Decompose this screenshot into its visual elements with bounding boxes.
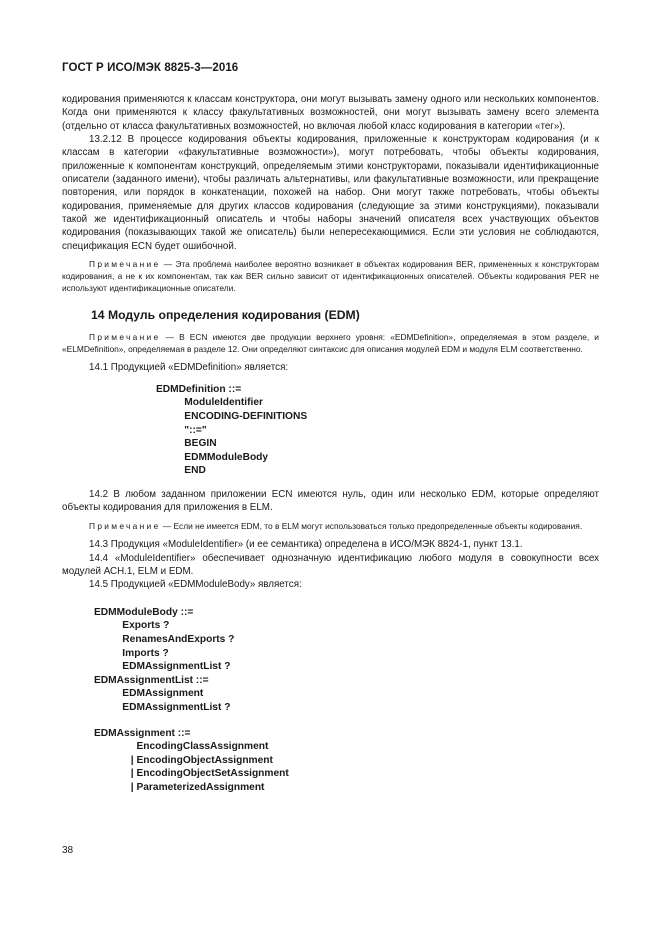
code-edm-module-body: EDMModuleBody ::= Exports ? RenamesAndExports ? Imports ? EDMAssignmentList ? EDMAssignmentList ::= EDMAssignment EDMAssignmentList ? bbox=[94, 606, 235, 713]
page-body bbox=[62, 93, 599, 795]
code-edm-definition: EDMDefinition ::= ModuleIdentifier ENCODING-DEFINITIONS "::=" BEGIN EDMModuleBody END bbox=[156, 383, 308, 477]
paragraph-13-2-12: 13.2.12 В процессе кодирования объекты кодирования, приложенные к конструкторам кодирования (и к классам в категории «факультативные возможности»), могут потребовать, чтобы объекты кодирования, приложенные к компонентам конструкций, определяемым этими конструкторами, показывали идентификационные описатели (заданного имени), чтобы различать альтернативы, или факультативные возможности, или прекращение повторения, или порядок в конкатенации, похожей на набор. Они могут также потребовать, чтобы объекты кодирования, применяемые для других классов кодирования (следующие за этими конструкциями), показывали такой же идентификационный описатель и чтобы наборы значений описателя всех участвующих объектов кодирования (показывающих такой же описатель) были непересекающимися. Если эти условия не соблюдаются, спецификация ECN будет ошибочной. bbox=[62, 134, 599, 252]
paragraph-14-4: 14.4 «ModuleIdentifier» обеспечивает однозначную идентификацию любого модуля в совокупности всех модулей АСН.1, ELM и EDM. bbox=[62, 552, 599, 578]
note-text: — Если не имеется EDM, то в ELM могут использоваться только предопределенные объекты кодирования. bbox=[160, 520, 583, 531]
note-label: Примечание bbox=[89, 259, 161, 270]
note-3 bbox=[62, 521, 599, 533]
paragraph-14-5: 14.5 Продукцией «EDMModuleBody» является: bbox=[89, 579, 302, 591]
paragraph-continuation: кодирования применяются к классам конструктора, они могут вызывать замену одного или нескольких компонентов. Когда они применяются к классу факультативных возможностей, они могут вызывать замену всего элемента (отдельно от класса факультативных возможностей, но включая любой класс кодирования в категории «тег»). bbox=[62, 94, 599, 132]
note-text: — Эта проблема наиболее вероятно возникает в объектах кодирования BER, примененных к конструкторам кодирования, а не к их компонентам, так как BER сильно зависит от идентификационных описателей. Объекты кодирования PER не используют идентификационные описатели. bbox=[62, 259, 599, 293]
note-1 bbox=[62, 259, 599, 294]
note-2 bbox=[62, 332, 599, 356]
code-edm-assignment: EDMAssignment ::= EncodingClassAssignment | EncodingObjectAssignment | EncodingObjectSetAssignment | ParameterizedAssignment bbox=[94, 727, 289, 793]
note-label: Примечание bbox=[89, 520, 161, 531]
note-text: — В ECN имеются две продукции верхнего уровня: «EDMDefinition», определяемая в этом разделе, и «ELMDefinition», определяемая в разделе 12. Они определяют синтаксис для описания модулей EDM и модуля ELM соответственно. bbox=[62, 331, 599, 354]
paragraph-14-3: 14.3 Продукция «ModuleIdentifier» (и ее семантика) определена в ИСО/МЭК 8824-1, пункт 13.1. bbox=[89, 539, 523, 551]
section-title: 14 Модуль определения кодирования (EDM) bbox=[91, 307, 360, 322]
paragraph-14-1: 14.1 Продукцией «EDMDefinition» является: bbox=[89, 362, 289, 374]
page-number: 38 bbox=[62, 845, 74, 856]
document-header: ГОСТ Р ИСО/МЭК 8825-3—2016 bbox=[62, 62, 239, 74]
paragraph-14-2: 14.2 В любом заданном приложении ECN имеются нуль, один или несколько EDM, которые определяют объекты кодирования для приложения в ELM. bbox=[62, 488, 599, 514]
note-label: Примечание bbox=[89, 331, 161, 342]
